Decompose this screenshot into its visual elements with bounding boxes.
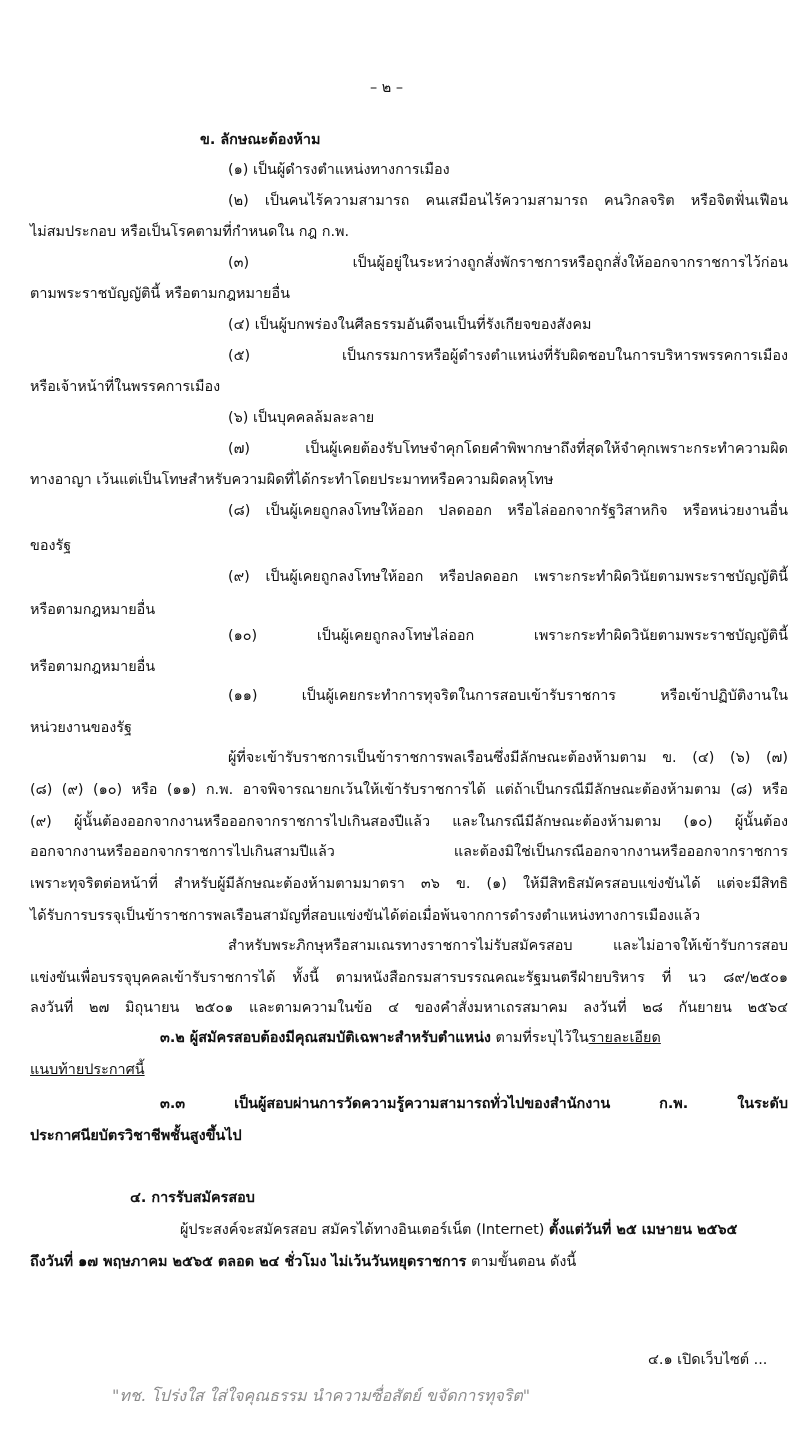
item-3-2-cont: แนบท้ายประกาศนี้ <box>30 1062 145 1078</box>
application-start-date: ตั้งแต่วันที่ ๒๕ เมษายน ๒๕๖๕ <box>548 1222 738 1238</box>
prohibited-item: (๖) เป็นบุคคลล้มละลาย <box>228 410 375 426</box>
prohibited-item-cont: ตามพระราชบัญญัตินี้ หรือตามกฎหมายอื่น <box>30 286 290 302</box>
item-3-2-detail-link: รายละเอียด <box>588 1030 661 1046</box>
section-heading-prohibited: ข. ลักษณะต้องห้าม <box>200 132 321 148</box>
item-3-2 <box>160 1026 661 1050</box>
prohibited-item-cont: ทางอาญา เว้นแต่เป็นโทษสำหรับความผิดที่ได้กระทำโดยประมาทหรือความผิดลหุโทษ <box>30 472 554 488</box>
prohibited-item-cont: หน่วยงานของรัฐ <box>30 720 132 736</box>
prohibited-item-cont: หรือเจ้าหน้าที่ในพรรคการเมือง <box>30 379 221 395</box>
prohibited-item: (๑๑) เป็นผู้เคยกระทำการทุจริตในการสอบเข้ารับราชการ หรือเข้าปฏิบัติงานใน <box>228 688 788 704</box>
item-3-3-line: ประกาศนียบัตรวิชาชีพชั้นสูงขึ้นไป <box>30 1128 242 1144</box>
continuation-note: ๔.๑ เปิดเว็บไซต์ ... <box>648 1352 768 1368</box>
paragraph-line: เพราะทุจริตต่อหน้าที่ สำหรับผู้มีลักษณะต้องห้ามตามมาตรา ๓๖ ข. (๑) ให้มีสิทธิสมัครสอบแข่งขันได้ แต่จะมีสิทธิ <box>30 876 788 892</box>
paragraph-line: ลงวันที่ ๒๗ มิถุนายน ๒๕๐๑ และตามความในข้อ ๔ ของคำสั่งมหาเถรสมาคม ลงวันที่ ๒๘ กันยายน ๒๕๖๔ <box>30 1000 788 1016</box>
footer-slogan: "ทช. โปร่งใส ใส่ใจคุณธรรม นำความซื่อสัตย์ ขจัดการทุจริต" <box>112 1386 531 1405</box>
prohibited-item: (๒) เป็นคนไร้ความสามารถ คนเสมือนไร้ความสามารถ คนวิกลจริต หรือจิตฟั่นเฟือน <box>228 193 788 209</box>
prohibited-item: (๑๐) เป็นผู้เคยถูกลงโทษไล่ออก เพราะกระทำผิดวินัยตามพระราชบัญญัตินี้ <box>228 628 788 644</box>
prohibited-item: (๑) เป็นผู้ดำรงตำแหน่งทางการเมือง <box>228 162 450 178</box>
section-4-line: ผู้ประสงค์จะสมัครสอบ สมัครได้ทางอินเตอร์เน็ต (Internet) ตั้งแต่วันที่ ๒๕ เมษายน ๒๕๖๕ <box>180 1222 738 1238</box>
paragraph-line: ได้รับการบรรจุเป็นข้าราชการพลเรือนสามัญที่สอบแข่งขันได้ต่อเมื่อพ้นจากการดำรงตำแหน่งทางการเมืองแล้ว <box>30 908 701 924</box>
paragraph-line: สำหรับพระภิกษุหรือสามเณรทางราชการไม่รับสมัครสอบ และไม่อาจให้เข้ารับการสอบ <box>228 938 788 954</box>
prohibited-item: (๕) เป็นกรรมการหรือผู้ดำรงตำแหน่งที่รับผิดชอบในการบริหารพรรคการเมือง <box>228 348 788 364</box>
page-number: – ๒ – <box>370 80 404 96</box>
prohibited-item: (๘) เป็นผู้เคยถูกลงโทษให้ออก ปลดออก หรือไล่ออกจากรัฐวิสาหกิจ หรือหน่วยงานอื่น <box>228 503 788 519</box>
prohibited-item-cont: ไม่สมประกอบ หรือเป็นโรคตามที่กำหนดใน กฎ ก.พ. <box>30 224 350 240</box>
section-4-line: ถึงวันที่ ๑๗ พฤษภาคม ๒๕๖๕ ตลอด ๒๔ ชั่วโมง ไม่เว้นวันหยุดราชการ ตามขั้นตอน ดังนี้ <box>30 1254 577 1270</box>
prohibited-item-cont: หรือตามกฎหมายอื่น <box>30 659 156 675</box>
prohibited-item: (๙) เป็นผู้เคยถูกลงโทษให้ออก หรือปลดออก เพราะกระทำผิดวินัยตามพระราชบัญญัตินี้ <box>228 569 788 585</box>
paragraph-line: (๙) ผู้นั้นต้องออกจากงานหรือออกจากราชการไปเกินสองปีแล้ว และในกรณีมีลักษณะต้องห้ามตาม (๑๐) ผู้นั้นต้อง <box>30 814 788 830</box>
prohibited-item-cont: ของรัฐ <box>30 538 72 554</box>
item-3-3-line: ๓.๓ เป็นผู้สอบผ่านการวัดความรู้ความสามารถทั่วไปของสำนักงาน ก.พ. ในระดับ <box>160 1096 788 1112</box>
paragraph-line: (๘) (๙) (๑๐) หรือ (๑๑) ก.พ. อาจพิจารณายกเว้นให้เข้ารับราชการได้ แต่ถ้าเป็นกรณีมีลักษณะต้องห้ามตาม (๘) หรือ <box>30 782 788 798</box>
prohibited-item: (๗) เป็นผู้เคยต้องรับโทษจำคุกโดยคำพิพากษาถึงที่สุดให้จำคุกเพราะกระทำความผิด <box>228 441 788 457</box>
section-4-heading: ๔. การรับสมัครสอบ <box>130 1190 255 1206</box>
prohibited-item: (๔) เป็นผู้บกพร่องในศีลธรรมอันดีจนเป็นที่รังเกียจของสังคม <box>228 317 592 333</box>
prohibited-item: (๓) เป็นผู้อยู่ในระหว่างถูกสั่งพักราชการหรือถูกสั่งให้ออกจากราชการไว้ก่อน <box>228 255 788 271</box>
item-3-2-text: ตามที่ระบุไว้ใน <box>490 1030 589 1046</box>
application-end-date: ถึงวันที่ ๑๗ พฤษภาคม ๒๕๖๕ ตลอด ๒๔ ชั่วโมง ไม่เว้นวันหยุดราชการ <box>30 1254 467 1270</box>
prohibited-item-cont: หรือตามกฎหมายอื่น <box>30 602 156 618</box>
paragraph-line: ผู้ที่จะเข้ารับราชการเป็นข้าราชการพลเรือนซึ่งมีลักษณะต้องห้ามตาม ข. (๔) (๖) (๗) <box>228 750 788 766</box>
paragraph-line: แข่งขันเพื่อบรรจุบุคคลเข้ารับราชการได้ ทั้งนี้ ตามหนังสือกรมสารบรรณคณะรัฐมนตรีฝ่ายบริหาร ที่ นว ๘๙/๒๕๐๑ <box>30 970 788 986</box>
item-3-2-bold: ๓.๒ ผู้สมัครสอบต้องมีคุณสมบัติเฉพาะสำหรับตำแหน่ง <box>160 1030 491 1046</box>
paragraph-line: ออกจากงานหรือออกจากราชการไปเกินสามปีแล้ว และต้องมิใช่เป็นกรณีออกจากงานหรือออกจากราชการ <box>30 844 788 860</box>
